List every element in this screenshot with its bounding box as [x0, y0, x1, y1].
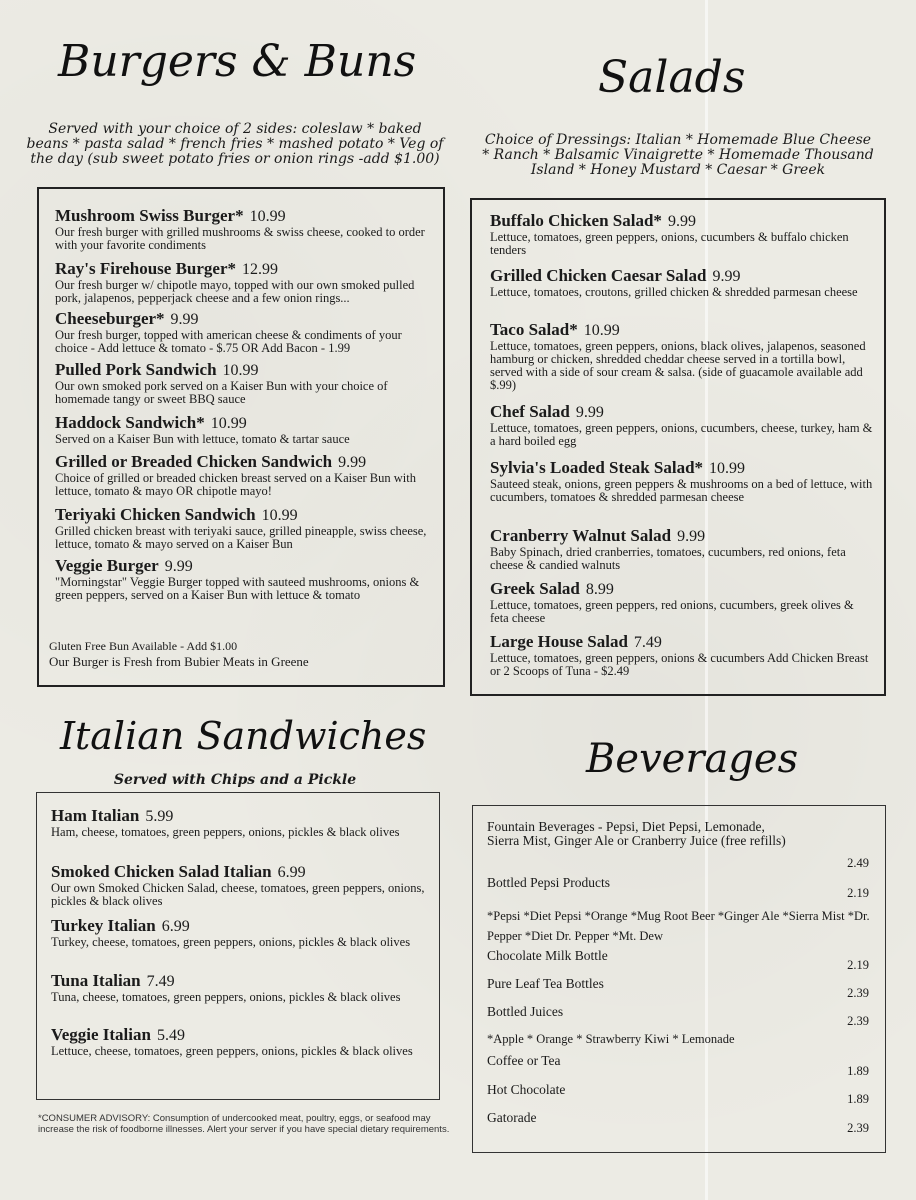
menu-item [490, 403, 874, 448]
item-price: 9.99 [170, 311, 199, 328]
item-name: Haddock Sandwich* [55, 413, 205, 432]
menu-item [55, 361, 433, 406]
menu-item [55, 414, 433, 446]
beverage-price: 2.49 [847, 856, 869, 870]
menu-item [55, 260, 433, 305]
beverage-row [487, 876, 871, 890]
item-description: Lettuce, tomatoes, green peppers, onions, black olives, jalapenos, seasoned hamburg or chicken, shredded cheddar cheese served in a tortilla bowl, served with a side of sour cream & salsa. (side of guacamole available add $.99) [490, 339, 866, 392]
item-name: Buffalo Chicken Salad* [490, 211, 662, 230]
beverage-name: Bottled Pepsi Products [487, 875, 611, 890]
menu-item [51, 917, 429, 949]
beverage-price: 2.39 [847, 986, 869, 1000]
beverage-row [487, 820, 787, 848]
italian-subtitle: Served with Chips and a Pickle [113, 772, 357, 788]
beverage-name: Hot Chocolate [487, 1082, 566, 1097]
item-description: Our fresh burger w/ chipotle mayo, topped with our own smoked pulled pork, jalapenos, pepperjack cheese and a few onion rings... [55, 278, 415, 305]
item-name: Tuna Italian [51, 971, 141, 990]
item-name: Smoked Chicken Salad Italian [51, 862, 272, 881]
item-price: 6.99 [161, 918, 190, 935]
menu-item [490, 459, 874, 504]
item-price: 10.99 [709, 460, 746, 477]
beverage-options: *Pepsi *Diet Pepsi *Orange *Mug Root Beer *Ginger Ale *Sierra Mist *Dr. Pepper *Diet Dr. Pepper *Mt. Dew [487, 909, 870, 943]
item-name: Cranberry Walnut Salad [490, 526, 672, 545]
beverage-name: Chocolate Milk Bottle [487, 948, 608, 963]
beverage-price: 2.19 [847, 958, 869, 972]
beverages-title: Beverages [586, 736, 799, 782]
beverages-box [472, 805, 886, 1153]
beverage-price: 2.19 [847, 886, 869, 900]
item-price: 8.99 [585, 581, 614, 598]
item-price: 7.49 [146, 973, 175, 990]
item-name: Pulled Pork Sandwich [55, 360, 217, 379]
italian-box [36, 792, 440, 1100]
menu-item [55, 506, 433, 551]
item-description: Lettuce, tomatoes, croutons, grilled chicken & shredded parmesan cheese [490, 285, 858, 299]
beverage-price: 1.89 [847, 1092, 869, 1106]
item-price: 9.99 [677, 528, 706, 545]
beverage-row [487, 1005, 871, 1019]
item-name: Large House Salad [490, 632, 628, 651]
beverage-row [487, 977, 871, 991]
menu-item [490, 527, 874, 572]
beverage-name: Gatorade [487, 1110, 537, 1125]
item-name: Grilled or Breaded Chicken Sandwich [55, 452, 333, 471]
item-description: Choice of grilled or breaded chicken breast served on a Kaiser Bun with lettuce, tomato & mayo OR chipotle mayo! [55, 471, 416, 498]
menu-item [55, 207, 433, 252]
item-description: Turkey, cheese, tomatoes, green peppers, onions, pickles & black olives [51, 935, 411, 949]
item-name: Veggie Italian [51, 1025, 151, 1044]
menu-item [51, 863, 429, 908]
burgers-sides-text: Served with your choice of 2 sides: coleslaw * baked beans * pasta salad * french fries * mashed potato * Veg of the day (sub sweet potato fries or onion rings -add $1.00) [26, 121, 444, 167]
fresh-burger-note: Our Burger is Fresh from Bubier Meats in Greene [49, 654, 309, 669]
beverage-options: *Apple * Orange * Strawberry Kiwi * Lemonade [487, 1032, 735, 1046]
item-name: Teriyaki Chicken Sandwich [55, 505, 256, 524]
item-description: Baby Spinach, dried cranberries, tomatoes, cucumbers, red onions, feta cheese & candied walnuts [490, 545, 846, 572]
item-price: 9.99 [712, 268, 741, 285]
item-name: Veggie Burger [55, 556, 159, 575]
item-description: Grilled chicken breast with teriyaki sauce, grilled pineapple, swiss cheese, lettuce, tomato & mayo served on a Kaiser Bun [55, 524, 427, 551]
item-description: Sauteed steak, onions, green peppers & mushrooms on a bed of lettuce, with cucumbers, tomatoes & shredded parmesan cheese [490, 477, 873, 504]
menu-item [490, 321, 874, 392]
item-description: "Morningstar" Veggie Burger topped with sauteed mushrooms, onions & green peppers, served on a Kaiser Bun with lettuce & tomato [55, 575, 420, 602]
item-description: Our fresh burger with grilled mushrooms & swiss cheese, cooked to order with your favorite condiments [55, 225, 425, 252]
item-price: 7.49 [633, 634, 662, 651]
beverage-name: Bottled Juices [487, 1004, 564, 1019]
item-price: 5.99 [145, 808, 174, 825]
beverage-name: Coffee or Tea [487, 1053, 561, 1068]
item-name: Grilled Chicken Caesar Salad [490, 266, 707, 285]
item-name: Mushroom Swiss Burger* [55, 206, 244, 225]
salads-title: Salads [598, 52, 746, 103]
menu-item [55, 453, 433, 498]
salads-dressings-text: Choice of Dressings: Italian * Homemade Blue Cheese * Ranch * Balsamic Vinaigrette * Homemade Thousand Island * Honey Mustard * Caesar * Greek [482, 132, 874, 178]
menu-item [490, 633, 874, 678]
item-price: 12.99 [242, 261, 279, 278]
item-price: 6.99 [277, 864, 306, 881]
beverage-price: 1.89 [847, 1064, 869, 1078]
item-price: 10.99 [249, 208, 286, 225]
menu-item [51, 807, 429, 839]
item-price: 10.99 [261, 507, 298, 524]
beverage-price: 2.39 [847, 1014, 869, 1028]
beverage-row [487, 949, 871, 963]
burgers-box [37, 187, 445, 687]
menu-item [490, 267, 874, 299]
beverage-name: Fountain Beverages - Pepsi, Diet Pepsi, Lemonade, Sierra Mist, Ginger Ale or Cranberry Juice (free refills) [487, 819, 786, 848]
menu-item [51, 1026, 429, 1058]
menu-item [55, 310, 433, 355]
item-price: 10.99 [222, 362, 259, 379]
gluten-free-note: Gluten Free Bun Available - Add $1.00 [49, 639, 238, 653]
item-price: 9.99 [164, 558, 193, 575]
item-description: Ham, cheese, tomatoes, green peppers, onions, pickles & black olives [51, 825, 400, 839]
beverage-name: Pure Leaf Tea Bottles [487, 976, 604, 991]
menu-item [490, 580, 874, 625]
menu-item [490, 212, 874, 257]
item-description: Our own smoked pork served on a Kaiser Bun with your choice of homemade tangy or sweet BBQ sauce [55, 379, 388, 406]
item-description: Tuna, cheese, tomatoes, green peppers, onions, pickles & black olives [51, 990, 401, 1004]
beverage-row [487, 1111, 871, 1125]
item-name: Cheeseburger* [55, 309, 165, 328]
item-name: Sylvia's Loaded Steak Salad* [490, 458, 704, 477]
item-description: Served on a Kaiser Bun with lettuce, tomato & tartar sauce [55, 432, 350, 446]
item-name: Turkey Italian [51, 916, 156, 935]
menu-item [55, 557, 433, 602]
burgers-title: Burgers & Buns [58, 36, 417, 87]
beverage-row [487, 1083, 871, 1097]
item-description: Our fresh burger, topped with american cheese & condiments of your choice - Add lettuce & tomato - $.75 OR Add Bacon - 1.99 [55, 328, 402, 355]
item-name: Greek Salad [490, 579, 580, 598]
item-name: Ham Italian [51, 806, 140, 825]
italian-title: Italian Sandwiches [60, 714, 427, 758]
menu-item [51, 972, 429, 1004]
item-description: Our own Smoked Chicken Salad, cheese, tomatoes, green peppers, onions, pickles & black olives [51, 881, 425, 908]
beverage-row [487, 906, 871, 946]
item-price: 10.99 [210, 415, 247, 432]
beverage-row [487, 1054, 871, 1068]
item-description: Lettuce, tomatoes, green peppers, onions, cucumbers, cheese, turkey, ham & a hard boiled egg [490, 421, 873, 448]
item-name: Ray's Firehouse Burger* [55, 259, 237, 278]
beverage-row [487, 1032, 871, 1046]
item-description: Lettuce, cheese, tomatoes, green peppers, onions, pickles & black olives [51, 1044, 413, 1058]
item-price: 9.99 [667, 213, 696, 230]
item-description: Lettuce, tomatoes, green peppers, onions & cucumbers Add Chicken Breast or 2 Scoops of Tuna - $2.49 [490, 651, 869, 678]
item-price: 9.99 [338, 454, 367, 471]
salads-box [470, 198, 886, 696]
consumer-advisory: *CONSUMER ADVISORY: Consumption of undercooked meat, poultry, eggs, or seafood may increase the risk of foodborne illnesses. Alert your server if you have special dietary requirements. [38, 1113, 450, 1135]
item-price: 9.99 [575, 404, 604, 421]
item-price: 10.99 [583, 322, 620, 339]
item-name: Chef Salad [490, 402, 570, 421]
item-name: Taco Salad* [490, 320, 578, 339]
beverage-price: 2.39 [847, 1121, 869, 1135]
item-description: Lettuce, tomatoes, green peppers, red onions, cucumbers, greek olives & feta cheese [490, 598, 854, 625]
item-description: Lettuce, tomatoes, green peppers, onions, cucumbers & buffalo chicken tenders [490, 230, 849, 257]
item-price: 5.49 [156, 1027, 185, 1044]
